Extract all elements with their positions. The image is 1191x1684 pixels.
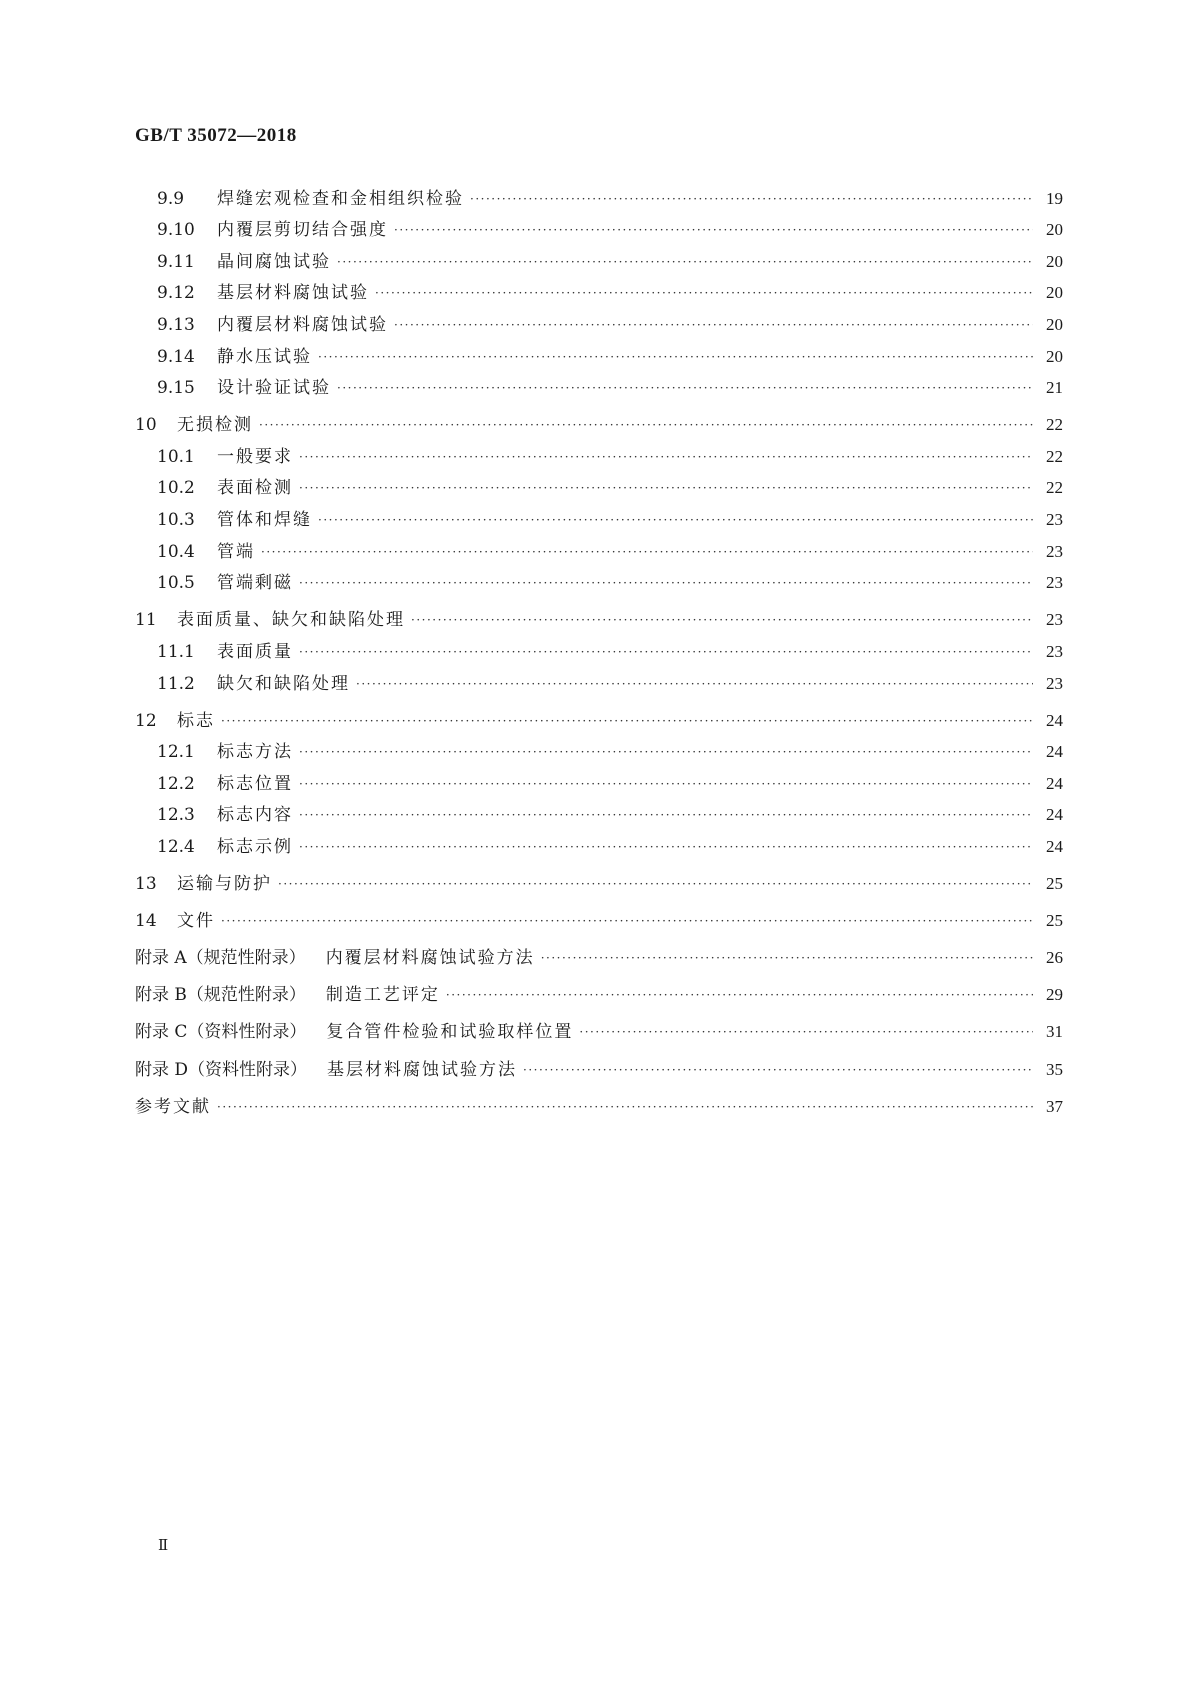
toc-entry[interactable]: [135, 975, 1063, 1007]
toc-entry-title: 标志方法: [217, 742, 293, 763]
dot-leader: [299, 741, 1033, 763]
toc-entry-page: 25: [1046, 874, 1063, 894]
toc-entry-page: 23: [1046, 510, 1063, 530]
toc-entry-number: 10.1: [157, 446, 195, 467]
dot-leader: [299, 572, 1033, 594]
toc-entry[interactable]: [135, 304, 1063, 336]
dot-leader: [337, 251, 1033, 273]
toc-entry[interactable]: [135, 901, 1063, 933]
toc-entry-page: 24: [1046, 742, 1063, 762]
toc-entry-number: 9.11: [157, 251, 195, 272]
toc-entry-title: 静水压试验: [217, 346, 312, 367]
toc-entry-title: 标志内容: [217, 805, 293, 826]
toc-entry-title: 管端剩磁: [217, 573, 293, 594]
toc-entry[interactable]: [135, 732, 1063, 764]
toc-entry[interactable]: [135, 1049, 1063, 1081]
toc-entry-number: 9.15: [157, 378, 195, 399]
toc-entry-title: 参考文献: [135, 1096, 211, 1117]
toc-entry[interactable]: [135, 763, 1063, 795]
toc-entry-page: 20: [1046, 314, 1063, 334]
toc-entry-title: 内覆层材料腐蚀试验: [217, 314, 388, 335]
toc-entry-title: 内覆层材料腐蚀试验方法: [325, 948, 535, 969]
toc-entry[interactable]: [135, 531, 1063, 563]
toc-entry-number: 9.12: [157, 283, 195, 304]
toc-entry-number: 附录 B（规范性附录）: [135, 985, 306, 1006]
dot-leader: [299, 641, 1033, 663]
toc-entry-number: 12.3: [157, 805, 195, 826]
toc-entry-title: 复合管件检验和试验取样位置: [326, 1022, 574, 1043]
toc-entry-title: 设计验证试验: [217, 378, 331, 399]
toc-entry-page: 23: [1046, 610, 1063, 630]
toc-entry[interactable]: [135, 368, 1063, 400]
toc-entry-number: 10.3: [157, 510, 195, 531]
toc-entry-title: 管端: [217, 541, 255, 562]
toc-entry-title: 文件: [177, 911, 215, 932]
toc-entry[interactable]: [135, 631, 1063, 663]
toc-entry[interactable]: [135, 1012, 1063, 1044]
dot-leader: [318, 509, 1033, 531]
toc-entry-title: 缺欠和缺陷处理: [217, 673, 350, 694]
toc-entry-title: 标志示例: [217, 836, 293, 857]
dot-leader: [446, 984, 1033, 1006]
dot-leader: [470, 188, 1033, 210]
toc-entry-title: 表面质量: [217, 641, 293, 662]
dot-leader: [221, 710, 1033, 732]
toc-entry-number: 9.13: [157, 314, 195, 335]
toc-entry-number: 12.1: [157, 742, 195, 763]
toc-entry[interactable]: [135, 273, 1063, 305]
toc-entry-title: 基层材料腐蚀试验方法: [327, 1059, 518, 1080]
toc-entry-title: 标志: [177, 710, 215, 731]
toc-entry-page: 24: [1046, 836, 1063, 856]
toc-entry-number: 12: [135, 710, 157, 731]
dot-leader: [394, 219, 1033, 241]
standard-number-header: GB/T 35072—2018: [135, 125, 297, 146]
toc-entry-title: 焊缝宏观检查和金相组织检验: [217, 188, 464, 209]
toc-entry-title: 表面质量、缺欠和缺陷处理: [177, 610, 405, 631]
toc-entry[interactable]: [135, 795, 1063, 827]
toc-entry-page: 19: [1046, 188, 1063, 208]
dot-leader: [394, 314, 1033, 336]
toc-entry-number: 14: [135, 911, 157, 932]
toc-entry[interactable]: [135, 436, 1063, 468]
toc-entry[interactable]: [135, 863, 1063, 895]
toc-entry-title: 无损检测: [177, 415, 253, 436]
toc-entry-number: 10.4: [157, 541, 195, 562]
toc-entry-page: 22: [1046, 415, 1063, 435]
toc-entry-page: 20: [1046, 283, 1063, 303]
toc-entry-number: 11: [135, 610, 157, 631]
toc-entry[interactable]: [135, 468, 1063, 500]
toc-entry-title: 一般要求: [217, 446, 293, 467]
toc-entry[interactable]: [135, 336, 1063, 368]
toc-entry-number: 9.9: [157, 188, 185, 209]
toc-entry-number: 10.2: [157, 478, 195, 499]
toc-entry-page: 22: [1046, 478, 1063, 498]
toc-entry-page: 37: [1046, 1096, 1063, 1116]
dot-leader: [411, 609, 1033, 631]
toc-entry[interactable]: [135, 499, 1063, 531]
toc-entry-title: 表面检测: [217, 478, 293, 499]
dot-leader: [375, 282, 1033, 304]
dot-leader: [299, 836, 1033, 858]
toc-entry-page: 24: [1046, 710, 1063, 730]
toc-entry-title: 运输与防护: [177, 874, 272, 895]
toc-entry-page: 29: [1046, 985, 1063, 1005]
dot-leader: [261, 541, 1033, 563]
dot-leader: [259, 414, 1033, 436]
toc-entry-page: 23: [1046, 641, 1063, 661]
toc-entry-title: 内覆层剪切结合强度: [217, 220, 388, 241]
toc-entry-page: 35: [1046, 1059, 1063, 1079]
toc-entry-number: 9.14: [157, 346, 195, 367]
toc-entry-title: 管体和焊缝: [217, 510, 312, 531]
toc-entry[interactable]: [135, 405, 1063, 437]
toc-entry-number: 12.2: [157, 773, 195, 794]
dot-leader: [337, 377, 1033, 399]
toc-entry[interactable]: [135, 700, 1063, 732]
toc-entry[interactable]: [135, 563, 1063, 595]
dot-leader: [221, 910, 1033, 932]
toc-entry-page: 26: [1046, 948, 1063, 968]
toc-entry[interactable]: [135, 241, 1063, 273]
dot-leader: [299, 804, 1033, 826]
toc-entry-number: 附录 A（规范性附录）: [135, 948, 306, 969]
dot-leader: [579, 1021, 1033, 1043]
toc-entry[interactable]: [135, 600, 1063, 632]
dot-leader: [356, 673, 1033, 695]
toc-entry-title: 晶间腐蚀试验: [217, 251, 331, 272]
dot-leader: [523, 1059, 1033, 1081]
dot-leader: [299, 773, 1033, 795]
toc-entry[interactable]: [135, 178, 1063, 210]
toc-entry-page: 20: [1046, 346, 1063, 366]
dot-leader: [541, 947, 1033, 969]
toc-entry-number: 9.10: [157, 220, 195, 241]
toc-entry-page: 21: [1046, 378, 1063, 398]
table-of-contents: [135, 178, 1063, 1118]
toc-entry-page: 24: [1046, 773, 1063, 793]
toc-entry-number: 10: [135, 415, 157, 436]
toc-entry-number: 10.5: [157, 573, 195, 594]
toc-entry[interactable]: [135, 938, 1063, 970]
toc-entry-number: 13: [135, 874, 157, 895]
toc-entry-title: 基层材料腐蚀试验: [217, 283, 369, 304]
toc-entry[interactable]: [135, 1086, 1063, 1118]
dot-leader: [299, 477, 1033, 499]
toc-entry-title: 标志位置: [217, 773, 293, 794]
toc-entry[interactable]: [135, 663, 1063, 695]
toc-entry-page: 23: [1046, 573, 1063, 593]
toc-entry-title: 制造工艺评定: [325, 985, 440, 1006]
toc-entry[interactable]: [135, 826, 1063, 858]
toc-entry-number: 12.4: [157, 836, 195, 857]
toc-entry-number: 11.1: [157, 641, 195, 662]
page-number-footer: Ⅱ: [158, 1538, 169, 1554]
toc-entry-number: 附录 C（资料性附录）: [135, 1022, 307, 1043]
toc-entry-page: 25: [1046, 911, 1063, 931]
dot-leader: [299, 446, 1033, 468]
toc-entry-page: 31: [1046, 1022, 1063, 1042]
toc-entry-page: 23: [1046, 673, 1063, 693]
toc-entry-page: 22: [1046, 446, 1063, 466]
dot-leader: [318, 346, 1033, 368]
toc-entry-page: 24: [1046, 805, 1063, 825]
toc-entry[interactable]: [135, 210, 1063, 242]
dot-leader: [278, 873, 1033, 895]
toc-entry-page: 20: [1046, 251, 1063, 271]
toc-entry-page: 20: [1046, 220, 1063, 240]
dot-leader: [217, 1096, 1033, 1118]
toc-entry-number: 附录 D（资料性附录）: [135, 1059, 308, 1080]
toc-entry-number: 11.2: [157, 673, 195, 694]
toc-entry-page: 23: [1046, 541, 1063, 561]
